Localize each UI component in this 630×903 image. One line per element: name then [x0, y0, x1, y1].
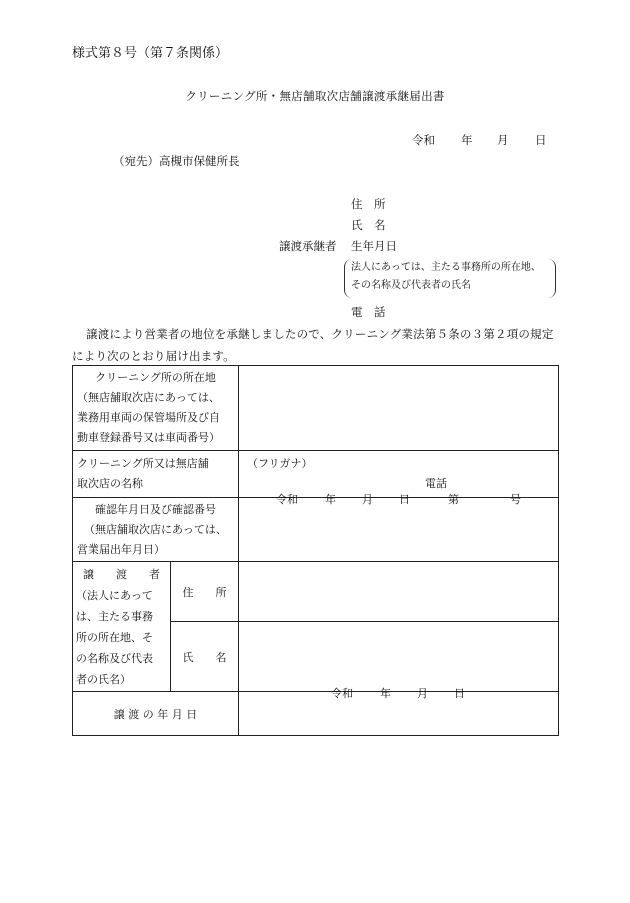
row-transferor-address: [73, 562, 559, 622]
transferor-note-1: （法人にあって: [76, 588, 153, 602]
transfer-day: 日: [454, 687, 465, 700]
furigana-label: （フリガナ）: [247, 457, 313, 470]
confirm-year: 年: [325, 493, 336, 506]
confirm-month: 月: [362, 493, 373, 506]
transfer-date-label: 譲 渡 の 年 月 日: [73, 692, 239, 736]
applicant-corporate-note: [344, 259, 556, 298]
phone-label: 電話: [425, 477, 447, 490]
row-confirmation: [73, 498, 559, 562]
transfer-month: 月: [417, 687, 428, 700]
transfer-era: 令和: [331, 687, 353, 700]
location-note-3: 動車登録番号又は車両番号）: [77, 431, 220, 444]
location-value-cell[interactable]: [239, 366, 559, 451]
body-text: 譲渡により営業者の地位を承継しましたので、クリーニング業法第５条の３第２項の規定により次のとおり届け出ます。: [72, 327, 554, 363]
location-label-cell: [73, 366, 239, 451]
transferor-label-cell: [73, 562, 171, 692]
name-label-cell: [73, 451, 239, 498]
confirm-label-1: 確認年月日及び確認番号: [95, 502, 216, 516]
row-transfer-date: [73, 692, 559, 736]
confirm-era: 令和: [276, 493, 298, 506]
transferor-address-label: 住 所: [171, 562, 239, 622]
name-label-2: 取次店の名称: [77, 477, 143, 490]
applicant-address-label: 住 所: [351, 197, 386, 211]
confirm-label-2: （無店舗取次店にあっては、: [84, 522, 227, 536]
name-label-1: クリーニング所又は無店舗: [77, 457, 209, 470]
confirm-label-3: 営業届出年月日）: [77, 542, 165, 556]
confirm-day: 日: [399, 493, 410, 506]
confirm-value-cell[interactable]: [239, 493, 559, 562]
transferor-note-2: は、主たる事務: [76, 609, 153, 623]
location-note-2: 業務用車両の保管場所及び自: [77, 411, 220, 424]
transferor-name-label: 氏 名: [171, 622, 239, 692]
applicant-phone-label: 電 話: [351, 305, 386, 319]
transferor-address-value[interactable]: [239, 562, 559, 622]
transferor-note-5: 者の氏名）: [76, 672, 131, 686]
applicant-note-line2: その名称及び代表者の氏名: [351, 280, 471, 291]
transferor-label: 譲 渡 者: [83, 567, 160, 581]
location-note-1: （無店舗取次店にあっては、: [77, 391, 220, 404]
transfer-year: 年: [380, 687, 391, 700]
row-location: [73, 366, 559, 451]
date-day: 日: [535, 133, 547, 147]
form-number: 様式第８号（第７条関係）: [72, 46, 229, 61]
date-month: 月: [497, 133, 509, 147]
document-title: クリーニング所・無店舗取次店舗譲渡承継届出書: [185, 89, 445, 103]
applicant-birth-label: 生年月日: [351, 239, 397, 253]
applicant-note-line1: 法人にあっては、主たる事務所の所在地、: [351, 262, 541, 273]
applicant-name-label: 氏 名: [351, 218, 386, 232]
confirm-no-suffix: 号: [510, 493, 521, 506]
confirm-no-prefix: 第: [448, 493, 459, 506]
transfer-date-value[interactable]: [239, 687, 559, 736]
transferor-note-3: 所の所在地、そ: [76, 630, 153, 644]
notification-table: [72, 365, 559, 736]
transferor-note-4: の名称及び代表: [76, 651, 153, 665]
addressee: （宛先）高槻市保健所長: [113, 154, 240, 168]
date-year: 年: [461, 133, 473, 147]
confirm-label-cell: [73, 498, 239, 562]
date-era: 令和: [412, 133, 435, 147]
row-name: [73, 451, 559, 498]
transferor-name-value[interactable]: [239, 622, 559, 692]
applicant-role: 譲渡承継者: [279, 239, 337, 253]
location-label: クリーニング所の所在地: [95, 371, 216, 384]
